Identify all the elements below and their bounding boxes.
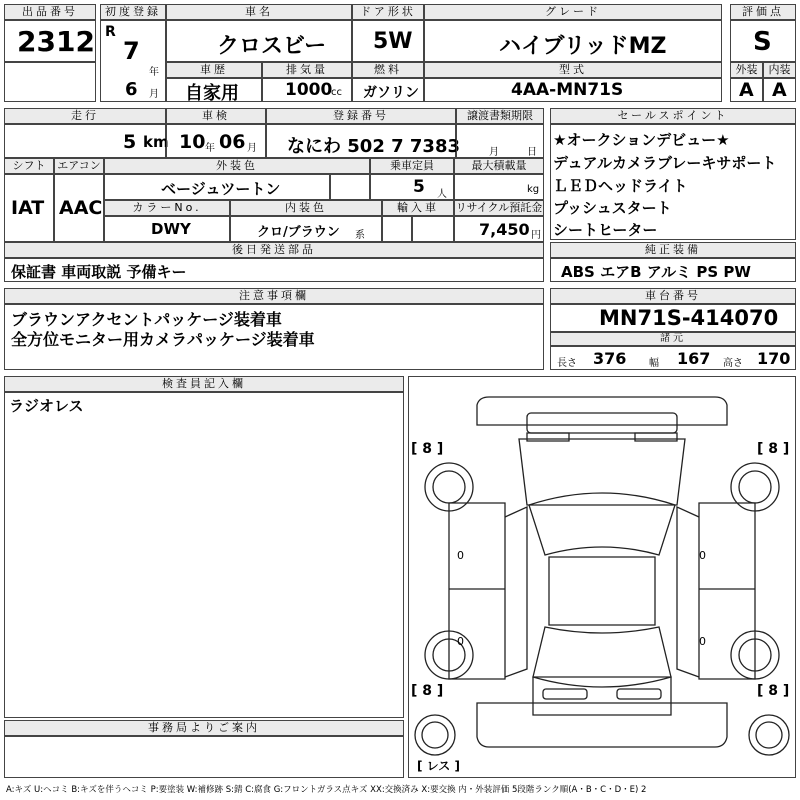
inspection-header: 車検 <box>166 108 266 124</box>
exterior-header: 外装 <box>730 62 763 78</box>
rear-window-shape <box>533 627 671 687</box>
dims-header: 諸元 <box>550 332 796 346</box>
mileage-cell <box>4 124 169 158</box>
height-label: 高さ <box>723 358 743 369</box>
max-load-cell <box>454 174 544 200</box>
import-header: 輸入車 <box>382 200 454 216</box>
door-mark-right-rear: 0 <box>699 635 706 648</box>
ext-color-extra <box>330 174 370 200</box>
exterior-grade: A <box>739 79 754 101</box>
length-label: 長さ <box>557 358 577 369</box>
color-no: DWY <box>151 220 191 238</box>
tire-rear-left-label: [ 8 ] <box>411 683 444 699</box>
import-cell-2 <box>412 216 454 242</box>
interior-header: 内装 <box>763 62 796 78</box>
capacity-cell <box>370 174 454 200</box>
plate-header: 登録番号 <box>266 108 456 124</box>
width-value: 167 <box>677 349 711 368</box>
score-cell <box>730 20 796 62</box>
chassis-number: MN71S-414070 <box>599 306 779 330</box>
color-no-cell <box>104 216 230 242</box>
door-header: ドア形状 <box>352 4 424 20</box>
history-cell <box>166 78 262 102</box>
inspection-month-unit: 月 <box>247 143 257 154</box>
car-name-cell <box>166 20 352 62</box>
later-parts: 保証書 車両取説 予備キー <box>11 263 187 281</box>
history-header: 車歴 <box>166 62 262 78</box>
transfer-deadline-header: 譲渡書類期限 <box>456 108 544 124</box>
shift: IAT <box>11 197 45 219</box>
recycle-unit: 円 <box>531 230 541 241</box>
reg-year: 7 <box>123 37 140 65</box>
ext-color: ベージュツートン <box>161 180 281 198</box>
fuel-header: 燃料 <box>352 62 424 78</box>
reg-year-unit: 年 <box>149 67 159 78</box>
later-parts-cell <box>4 258 544 282</box>
inspector-box <box>4 392 404 718</box>
model-code-header: 型式 <box>424 62 722 78</box>
first-reg-header: 初度登録 <box>100 4 166 20</box>
reg-month: 6 <box>125 79 138 100</box>
length-value: 376 <box>593 349 627 368</box>
inspection-cell <box>166 124 266 158</box>
int-color-suffix: 系 <box>355 230 365 241</box>
max-load-header: 最大積載量 <box>454 158 544 174</box>
int-color-cell <box>230 216 382 242</box>
rear-bumper-shape <box>477 703 727 747</box>
left-side-shape <box>449 503 505 679</box>
sales-point-item: シートヒーター <box>553 221 658 239</box>
capacity-header: 乗車定員 <box>370 158 454 174</box>
spare-tire-right <box>749 715 789 755</box>
transfer-day-unit: 日 <box>527 147 537 158</box>
recycle-header: リサイクル預託金 <box>455 201 543 214</box>
height-value: 170 <box>757 349 791 368</box>
displacement-unit: cc <box>331 87 342 98</box>
car-name-header: 車名 <box>166 4 352 20</box>
history: 自家用 <box>185 83 239 104</box>
tire-rear-right-label: [ 8 ] <box>757 683 790 699</box>
spare-tire <box>415 715 455 755</box>
capacity: 5 <box>413 177 425 197</box>
displacement-cell <box>262 78 352 102</box>
mileage-unit: km <box>143 133 169 151</box>
left-tail-lamp-shape <box>543 689 587 699</box>
notes-header: 注意事項欄 <box>4 288 544 304</box>
ext-color-cell <box>104 174 330 200</box>
import-cell-1 <box>382 216 412 242</box>
door-mark-left-rear: 0 <box>457 635 464 648</box>
damage-legend: A:キズ U:ヘコミ B:キズを伴うヘコミ P:要塗装 W:補修跡 S:錆 C:腐食 G:フロントガラス点キズ XX:交換済み X:要交換 内・外装評価 5段階ランク順(A・B・C・D・E) 2 <box>6 785 647 795</box>
left-pillar-shape <box>505 507 527 677</box>
office-box <box>4 736 404 778</box>
int-color-header: 内装色 <box>230 200 382 216</box>
sales-point-item: デュアルカメラブレーキサポート <box>553 154 777 172</box>
plate-cell <box>266 124 460 158</box>
capacity-unit: 人 <box>437 189 447 200</box>
note-line: ブラウンアクセントパッケージ装着車 <box>11 310 282 329</box>
equipment: ABS エアB アルミ PS PW <box>561 263 751 281</box>
fuel-cell <box>352 78 424 102</box>
door-type: 5W <box>373 29 413 54</box>
chassis-header: 車台番号 <box>550 288 796 304</box>
sales-point-item: ＬＥＤヘッドライト <box>553 177 688 195</box>
fuel: ガソリン <box>363 85 419 101</box>
lot-no-header: 出品番号 <box>4 4 96 20</box>
dims-cell <box>550 346 796 370</box>
first-reg-cell <box>100 20 166 102</box>
later-parts-header: 後日発送部品 <box>4 242 544 258</box>
hood-shape <box>519 439 685 505</box>
aircon-header: エアコン <box>54 158 104 174</box>
max-load-unit: kg <box>527 184 540 195</box>
note-line: 全方位モニター用カメラパッケージ装着車 <box>11 330 315 349</box>
tire-front-left-label: [ 8 ] <box>411 441 444 457</box>
car-name: クロスビー <box>217 34 327 59</box>
door-cell <box>352 20 424 62</box>
windshield-shape <box>529 493 675 555</box>
sales-point-item: プッシュスタート <box>553 199 672 217</box>
model-code-cell <box>424 78 722 102</box>
left-headlamp-shape <box>527 433 569 441</box>
notes-box <box>4 304 544 370</box>
sales-points-box <box>550 124 796 240</box>
right-tail-lamp-shape <box>617 689 661 699</box>
exterior-grade-cell <box>730 78 763 102</box>
sales-points-header: セールスポイント <box>550 108 796 124</box>
inspection-month: 06 <box>219 131 246 153</box>
reg-month-unit: 月 <box>149 89 159 100</box>
recycle-cell <box>454 216 544 242</box>
door-mark-right-front: 0 <box>699 549 706 562</box>
shift-cell <box>4 174 54 242</box>
tire-front-right-label: [ 8 ] <box>757 441 790 457</box>
recycle-fee: 7,450 <box>479 220 530 239</box>
model-code: 4AA-MN71S <box>511 80 624 100</box>
plate-number: なにわ 502 7 7383 <box>287 136 460 157</box>
ext-color-header: 外装色 <box>104 158 370 174</box>
equipment-header: 純正装備 <box>550 242 796 258</box>
grade: ハイブリッドMZ <box>499 34 667 59</box>
score-header: 評価点 <box>730 4 796 20</box>
equipment-cell <box>550 258 796 282</box>
right-headlamp-shape <box>635 433 677 441</box>
lot-no-cell <box>4 20 96 62</box>
grade-header: グレード <box>424 4 722 20</box>
door-mark-left-front: 0 <box>457 549 464 562</box>
grade-cell <box>424 20 722 62</box>
mileage: 5 <box>123 131 137 153</box>
spare-label: [ レス ] <box>417 759 460 773</box>
displacement: 1000 <box>285 80 333 100</box>
right-side-shape <box>699 503 755 679</box>
displacement-header: 排気量 <box>262 62 352 78</box>
interior-grade: A <box>772 79 787 101</box>
shift-header: シフト <box>4 158 54 174</box>
roof-shape <box>549 557 655 625</box>
lot-no: 2312 <box>17 25 95 58</box>
transfer-month-unit: 月 <box>489 147 499 158</box>
width-label: 幅 <box>649 358 659 369</box>
chassis-cell <box>550 304 796 332</box>
aircon: AAC <box>59 197 103 219</box>
office-header: 事務局よりご案内 <box>4 720 404 736</box>
lot-no-empty <box>4 62 96 102</box>
right-pillar-shape <box>677 507 699 677</box>
inspector-header: 検査員記入欄 <box>4 376 404 392</box>
sales-point-item: ★オークションデビュー★ <box>553 131 730 149</box>
car-diagram-frame <box>408 376 796 778</box>
int-color: クロ/ブラウン <box>257 225 340 240</box>
color-no-header: カラーNo. <box>104 200 230 216</box>
mileage-header: 走行 <box>4 108 166 124</box>
front-bumper-shape <box>477 397 727 425</box>
car-diagram <box>409 377 795 777</box>
inspection-year-unit: 年 <box>205 143 215 154</box>
era-mark: R <box>105 24 116 40</box>
interior-grade-cell <box>763 78 796 102</box>
inspector-note: ラジオレス <box>9 397 84 415</box>
transfer-deadline-cell <box>456 124 544 158</box>
grille-shape <box>527 413 677 433</box>
aircon-cell <box>54 174 104 242</box>
inspection-year: 10 <box>179 131 206 153</box>
score: S <box>753 27 772 57</box>
